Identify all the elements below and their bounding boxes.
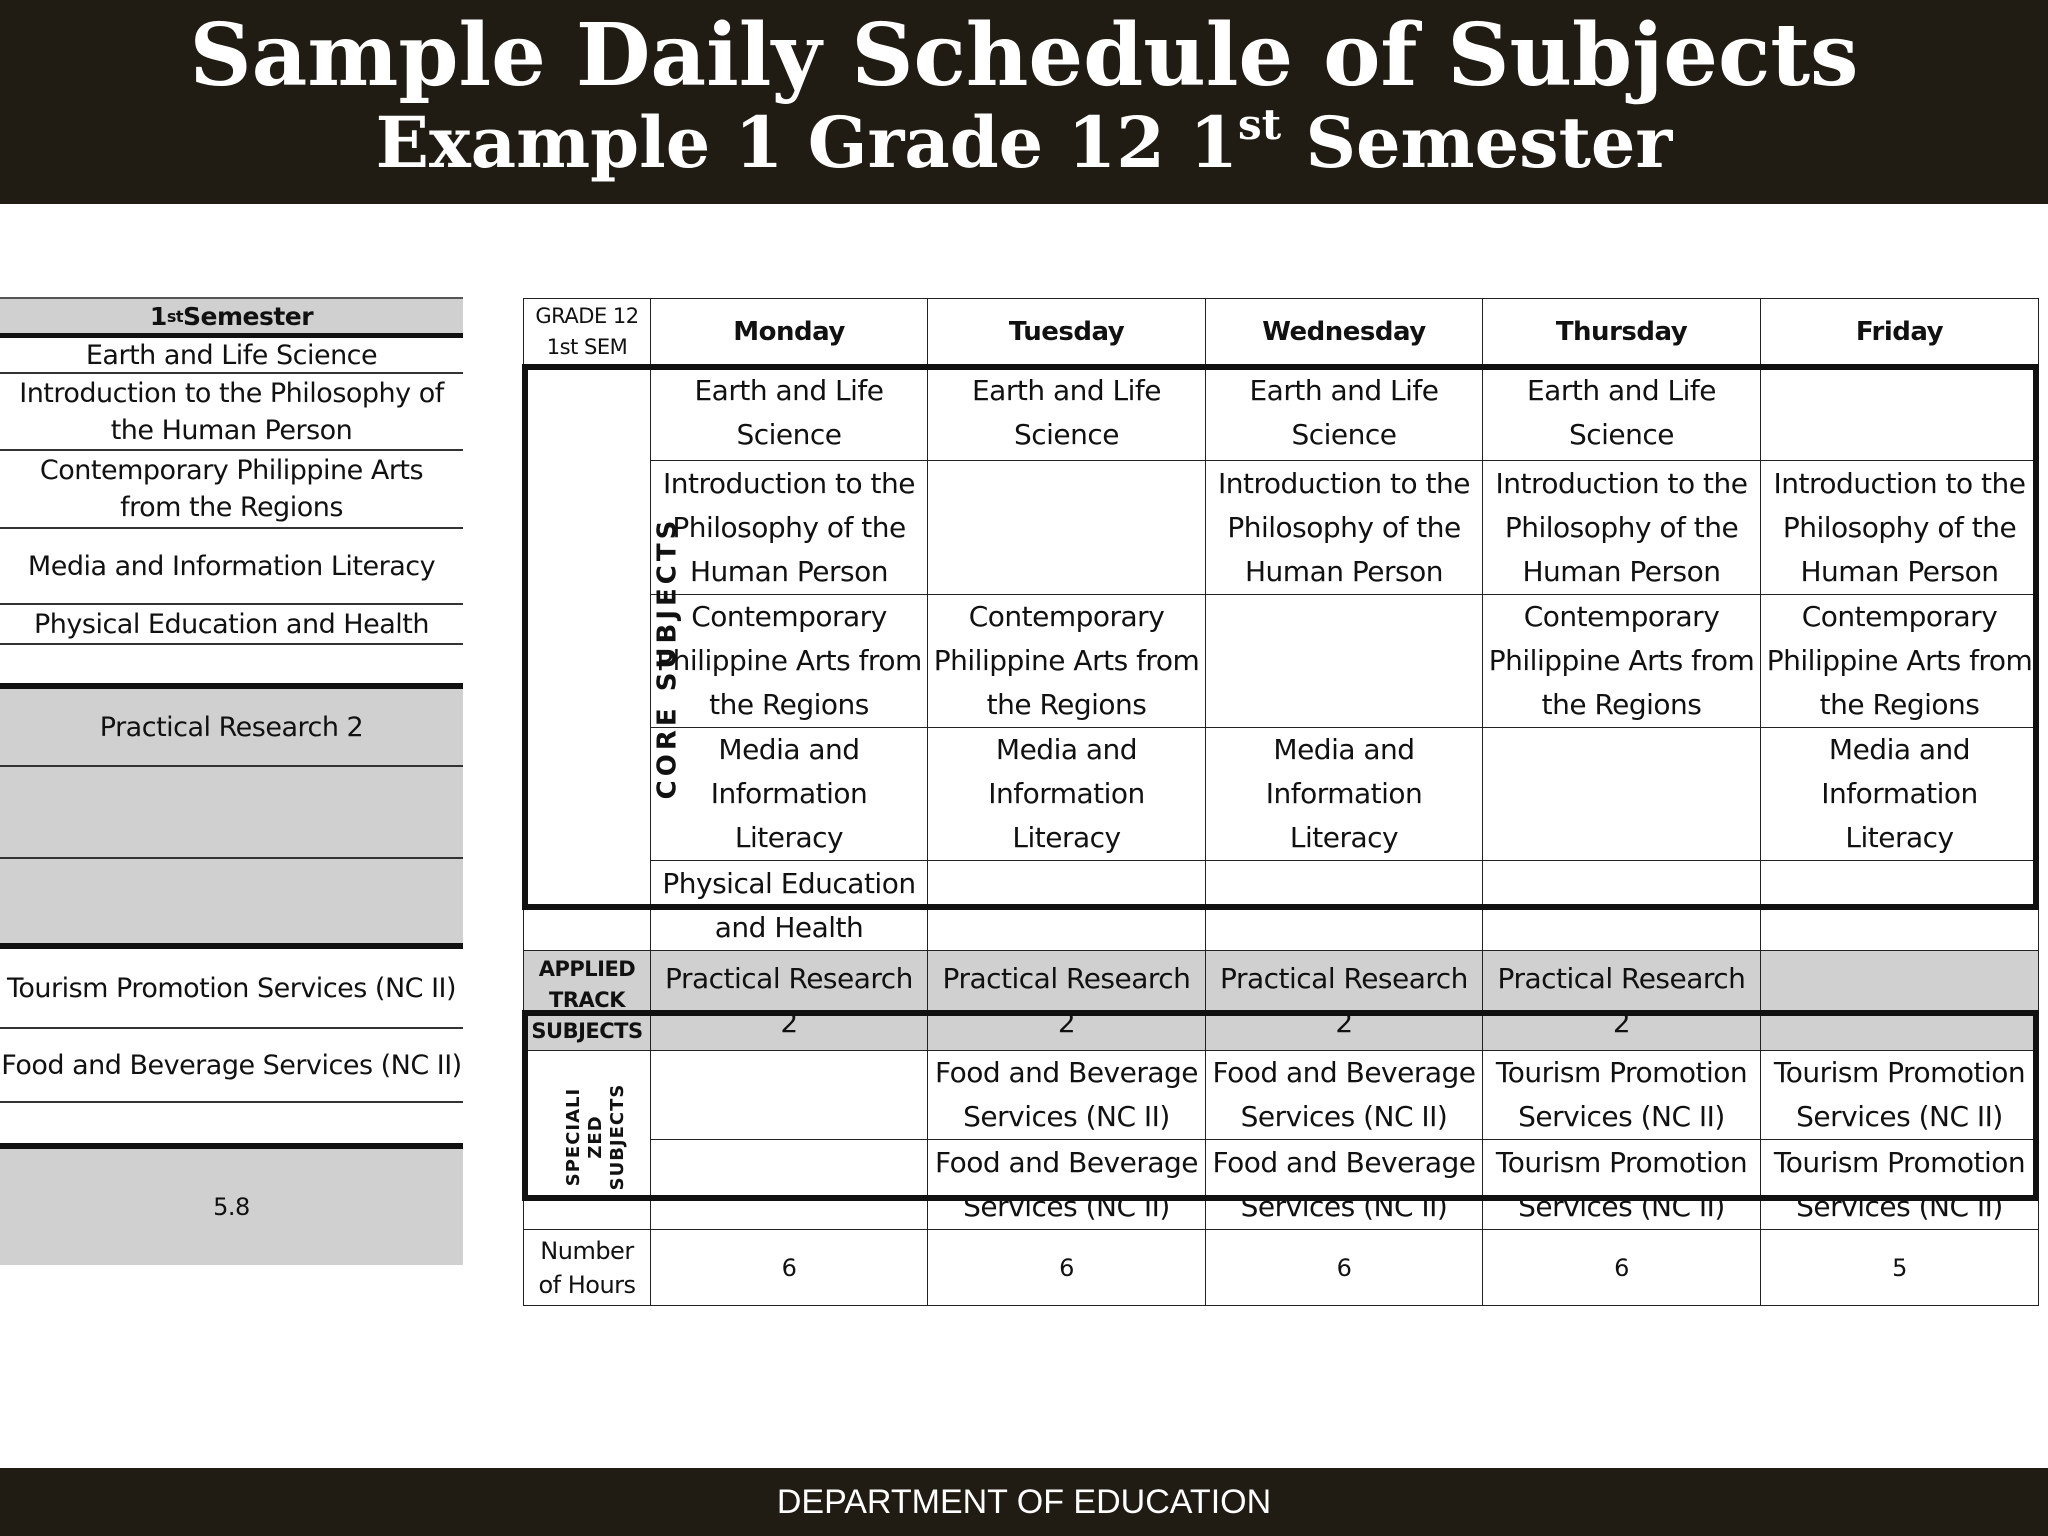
day-header: Thursday bbox=[1483, 299, 1761, 365]
list-item: Tourism Promotion Services (NC II) bbox=[0, 949, 463, 1029]
schedule-cell: Tourism Promotion Services (NC II) bbox=[1483, 1051, 1761, 1140]
list-item: Contemporary Philippine Arts from the Regions bbox=[0, 451, 463, 529]
table-row bbox=[524, 1051, 2039, 1140]
schedule-cell: Tourism Promotion Services (NC II) bbox=[1483, 1140, 1761, 1230]
list-item bbox=[0, 1103, 463, 1143]
list-item: Food and Beverage Services (NC II) bbox=[0, 1029, 463, 1103]
hours-label: Number of Hours bbox=[524, 1230, 651, 1306]
schedule-cell: Food and Beverage Services (NC II) bbox=[1206, 1051, 1483, 1140]
schedule-cell: Earth and Life Science bbox=[651, 365, 928, 461]
schedule-cell: Contemporary Philippine Arts from the Regions bbox=[928, 595, 1206, 728]
list-item: Media and Information Literacy bbox=[0, 529, 463, 605]
schedule-cell bbox=[651, 1051, 928, 1140]
hours-row bbox=[524, 1230, 2039, 1306]
table-header-row bbox=[524, 299, 2039, 365]
table-row bbox=[524, 595, 2039, 728]
schedule-cell bbox=[928, 461, 1206, 595]
schedule-cell: Food and Beverage Services (NC II) bbox=[928, 1140, 1206, 1230]
schedule-cell: Practical Research 2 bbox=[928, 951, 1206, 1051]
specialized-subjects-label: SPECIALI ZED SUBJECTS bbox=[524, 1051, 651, 1230]
total-hours-value: 5.8 bbox=[0, 1149, 463, 1265]
day-header: Monday bbox=[651, 299, 928, 365]
schedule-cell bbox=[1761, 951, 2039, 1051]
schedule-cell: Media and Information Literacy bbox=[1761, 728, 2039, 861]
applied-track-label: APPLIED TRACK SUBJECTS bbox=[524, 951, 651, 1051]
schedule-cell bbox=[1206, 595, 1483, 728]
semester-heading: 1 st Semester bbox=[0, 297, 463, 333]
schedule-cell: Introduction to the Philosophy of the Human Person bbox=[1761, 461, 2039, 595]
hours-cell: 6 bbox=[1206, 1230, 1483, 1306]
schedule-cell: Earth and Life Science bbox=[1483, 365, 1761, 461]
schedule-cell bbox=[928, 861, 1206, 951]
table-row bbox=[524, 365, 2039, 461]
hours-cell: 6 bbox=[928, 1230, 1206, 1306]
list-item: Introduction to the Philosophy of the Human Person bbox=[0, 374, 463, 451]
schedule-table bbox=[523, 298, 2039, 1306]
table-row bbox=[524, 951, 2039, 1051]
schedule-cell: Practical Research 2 bbox=[1483, 951, 1761, 1051]
schedule-cell: Introduction to the Philosophy of the Human Person bbox=[651, 461, 928, 595]
schedule-cell: Media and Information Literacy bbox=[651, 728, 928, 861]
table-row bbox=[524, 728, 2039, 861]
schedule-cell: Practical Research 2 bbox=[1206, 951, 1483, 1051]
schedule-cell: Media and Information Literacy bbox=[1206, 728, 1483, 861]
table-row bbox=[524, 861, 2039, 951]
schedule-cell: Introduction to the Philosophy of the Human Person bbox=[1206, 461, 1483, 595]
title-banner bbox=[0, 0, 2048, 204]
list-item bbox=[0, 859, 463, 943]
schedule-cell: Tourism Promotion Services (NC II) bbox=[1761, 1140, 2039, 1230]
schedule-cell bbox=[651, 1140, 928, 1230]
hours-cell: 5 bbox=[1761, 1230, 2039, 1306]
schedule-cell bbox=[1761, 365, 2039, 461]
hours-cell: 6 bbox=[651, 1230, 928, 1306]
schedule-cell: Earth and Life Science bbox=[1206, 365, 1483, 461]
schedule-cell bbox=[1483, 728, 1761, 861]
list-item bbox=[0, 767, 463, 859]
schedule-cell: Introduction to the Philosophy of the Human Person bbox=[1483, 461, 1761, 595]
schedule-cell: Food and Beverage Services (NC II) bbox=[928, 1051, 1206, 1140]
page-subtitle: Example 1 Grade 12 1st Semester bbox=[375, 100, 1673, 184]
schedule-cell: Food and Beverage Services (NC II) bbox=[1206, 1140, 1483, 1230]
hours-cell: 6 bbox=[1483, 1230, 1761, 1306]
schedule-cell: Practical Research 2 bbox=[651, 951, 928, 1051]
footer-banner: DEPARTMENT OF EDUCATION bbox=[0, 1468, 2048, 1536]
list-item bbox=[0, 645, 463, 683]
schedule-cell: Physical Education and Health bbox=[651, 861, 928, 951]
day-header: Friday bbox=[1761, 299, 2039, 365]
schedule-cell: Contemporary Philippine Arts from the Regions bbox=[651, 595, 928, 728]
day-header: Tuesday bbox=[928, 299, 1206, 365]
day-header: Wednesday bbox=[1206, 299, 1483, 365]
page-title: Sample Daily Schedule of Subjects bbox=[189, 5, 1859, 106]
list-item: Practical Research 2 bbox=[0, 689, 463, 767]
schedule-cell: Contemporary Philippine Arts from the Regions bbox=[1483, 595, 1761, 728]
schedule-cell: Media and Information Literacy bbox=[928, 728, 1206, 861]
table-row bbox=[524, 1140, 2039, 1230]
table-row bbox=[524, 461, 2039, 595]
schedule-cell: Tourism Promotion Services (NC II) bbox=[1761, 1051, 2039, 1140]
grade-sem-cell: GRADE 12 1st SEM bbox=[524, 299, 651, 365]
list-item: Physical Education and Health bbox=[0, 605, 463, 645]
schedule-cell bbox=[1206, 861, 1483, 951]
core-subjects-label: CORE SUBJECTS bbox=[524, 365, 651, 951]
schedule-cell: Earth and Life Science bbox=[928, 365, 1206, 461]
list-item: Earth and Life Science bbox=[0, 338, 463, 374]
schedule-cell: Contemporary Philippine Arts from the Regions bbox=[1761, 595, 2039, 728]
schedule-cell bbox=[1483, 861, 1761, 951]
schedule-cell bbox=[1761, 861, 2039, 951]
